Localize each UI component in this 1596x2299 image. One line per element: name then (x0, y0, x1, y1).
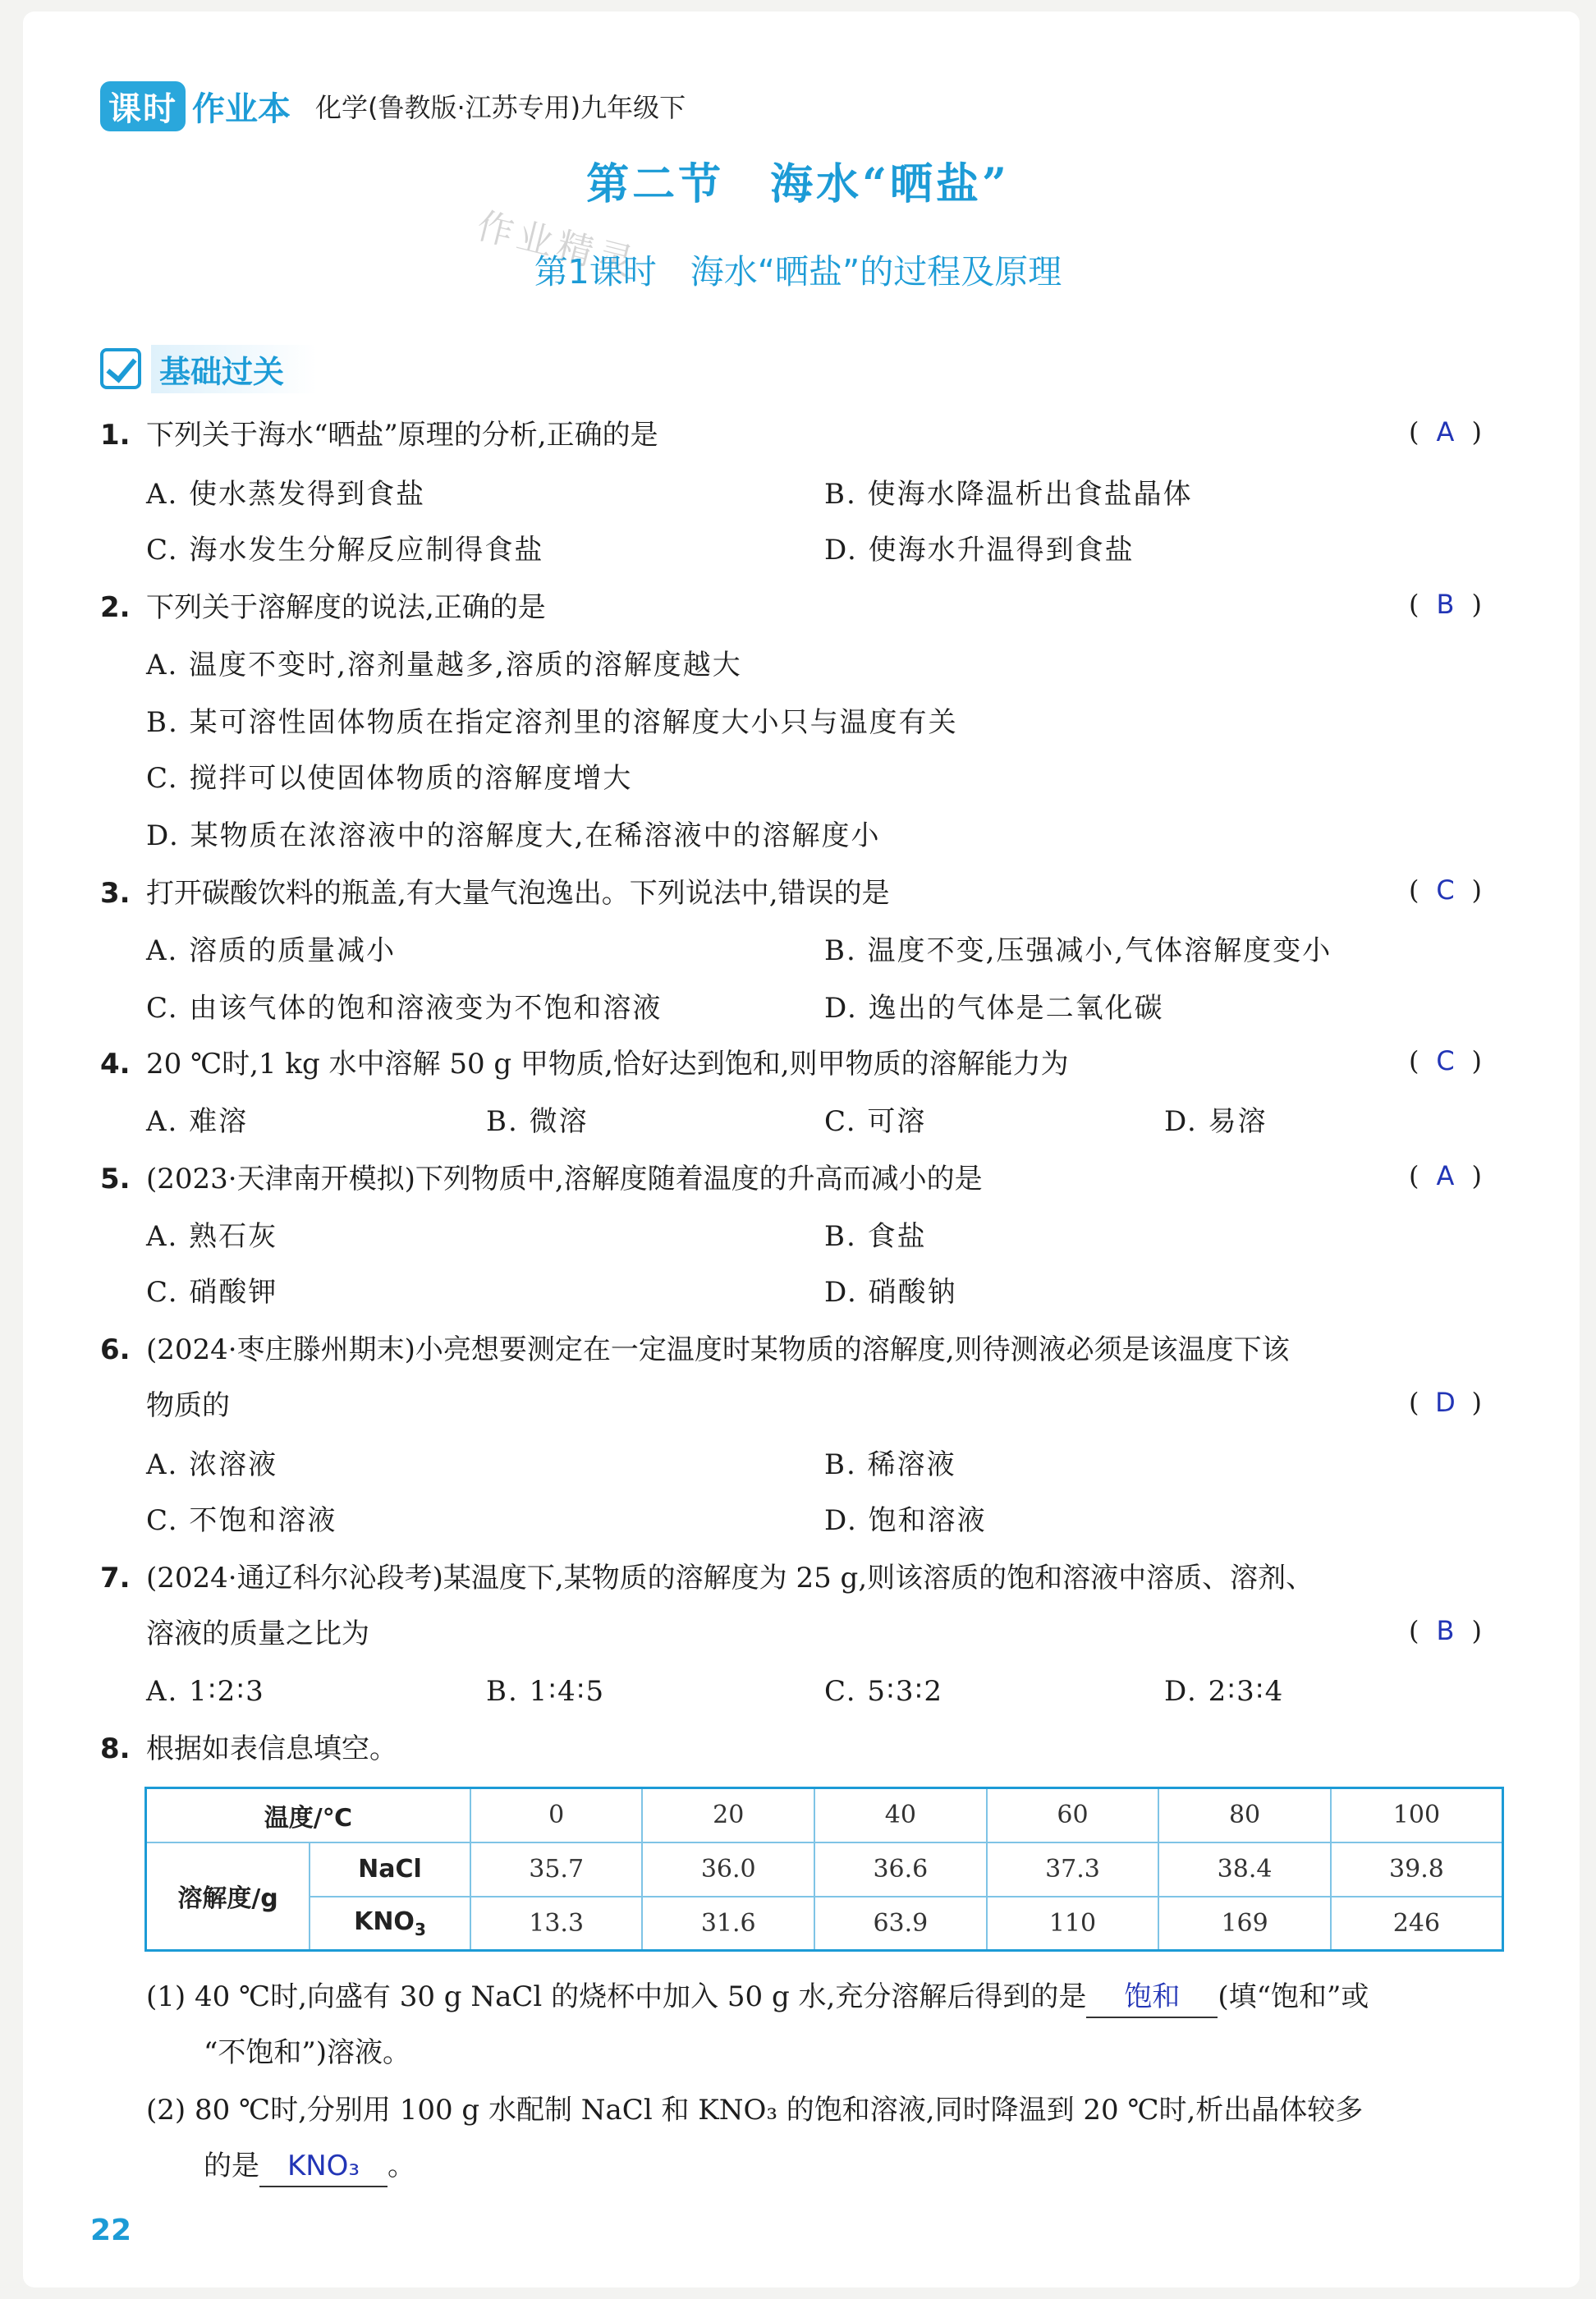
answer-letter: C (1436, 1045, 1455, 1076)
question-number: 7. (100, 1562, 131, 1595)
sub-question-text-after: (填“饱和”或 (1218, 1980, 1369, 2013)
header-brand (100, 82, 686, 130)
answer-box: ( B ) (1409, 585, 1507, 624)
table-cell: 13.3 (470, 1897, 643, 1951)
sub-question-number: (2) (146, 2094, 186, 2127)
option: A. 难溶 (146, 1105, 249, 1138)
option: D. 硝酸钠 (824, 1276, 957, 1309)
option: A. 1∶2∶3 (146, 1675, 265, 1708)
option: D. 使海水升温得到食盐 (824, 534, 1135, 567)
sub-question-1-line2: “不饱和”)溶液。 (204, 2036, 411, 2069)
question-text-continued: 物质的 (146, 1389, 230, 1422)
table-header-temp: 温度/℃ (146, 1788, 470, 1842)
table-row (146, 1788, 1503, 1842)
option: C. 由该气体的饱和溶液变为不饱和溶液 (146, 992, 663, 1025)
sub-question-2 (146, 2090, 1363, 2130)
table-cell: 20 (642, 1788, 814, 1842)
formula-subscript: 3 (414, 1919, 426, 1939)
answer-letter: A (1436, 416, 1455, 447)
table-cell: 169 (1158, 1897, 1331, 1951)
table-cell: 60 (987, 1788, 1159, 1842)
basic-section-heading (100, 345, 317, 392)
sub-question-2-line2 (204, 2146, 415, 2187)
checkbox-icon (100, 348, 141, 389)
option: B. 某可溶性固体物质在指定溶剂里的溶解度大小只与温度有关 (146, 706, 958, 739)
question-number: 6. (100, 1333, 131, 1366)
option: C. 搅拌可以使固体物质的溶解度增大 (146, 762, 633, 795)
answer-letter: D (1435, 1387, 1456, 1418)
lesson-title: 第1课时 海水“晒盐”的过程及原理 (534, 252, 1062, 291)
answer-box: ( C ) (1409, 870, 1507, 910)
table-cell: 39.8 (1331, 1842, 1503, 1897)
table-row-label: NaCl (310, 1842, 470, 1897)
sub-question-1 (146, 1977, 1369, 2018)
answer-letter: C (1436, 874, 1455, 906)
table-cell: 35.7 (470, 1842, 643, 1897)
question-number: 8. (100, 1732, 131, 1765)
option: B. 使海水降温析出食盐晶体 (824, 478, 1193, 511)
question-text: 下列关于溶解度的说法,正确的是 (146, 591, 546, 624)
option: B. 食盐 (824, 1220, 927, 1253)
option: C. 可溶 (824, 1105, 927, 1138)
option: B. 微溶 (486, 1105, 589, 1138)
question-number: 1. (100, 419, 131, 452)
option: C. 不饱和溶液 (146, 1504, 337, 1537)
answer-box: ( A ) (1409, 412, 1507, 452)
question-number: 5. (100, 1163, 131, 1195)
answer-box: ( D ) (1409, 1383, 1507, 1422)
answer-box: ( B ) (1409, 1611, 1507, 1650)
option: D. 易溶 (1164, 1105, 1268, 1138)
option: C. 海水发生分解反应制得食盐 (146, 534, 544, 567)
option: B. 1∶4∶5 (486, 1675, 606, 1708)
question-text: 打开碳酸饮料的瓶盖,有大量气泡逸出。下列说法中,错误的是 (146, 877, 890, 910)
table-cell: 36.0 (642, 1842, 814, 1897)
question-text-continued: 溶液的质量之比为 (146, 1618, 369, 1650)
question-number: 3. (100, 877, 131, 910)
option: D. 某物质在浓溶液中的溶解度大,在稀溶液中的溶解度小 (146, 819, 881, 852)
page-number: 22 (90, 2214, 132, 2247)
table-cell: 80 (1158, 1788, 1331, 1842)
option: C. 5∶3∶2 (824, 1675, 944, 1708)
solubility-table (144, 1787, 1504, 1952)
table-header-solubility: 溶解度/g (146, 1842, 310, 1951)
table-cell: 110 (987, 1897, 1159, 1951)
question-number: 2. (100, 591, 131, 624)
sub-question-text: 40 ℃时,向盛有 30 g NaCl 的烧杯中加入 50 g 水,充分溶解后得到的是 (194, 1980, 1087, 2013)
brand-badge: 课时 (100, 81, 186, 131)
section-title: 第二节 海水“晒盐” (586, 159, 1010, 209)
option: A. 温度不变时,溶剂量越多,溶质的溶解度越大 (146, 649, 742, 681)
formula-text: KNO (354, 1907, 415, 1936)
sub-question-text: 的是 (204, 2150, 259, 2182)
sub-question-text: 80 ℃时,分别用 100 g 水配制 NaCl 和 KNO₃ 的饱和溶液,同时降温到 20 ℃时,析出晶体较多 (194, 2094, 1364, 2127)
question-text: 下列关于海水“晒盐”原理的分析,正确的是 (146, 419, 658, 452)
option: B. 稀溶液 (824, 1448, 956, 1481)
option: A. 熟石灰 (146, 1220, 278, 1253)
subject-label: 化学(鲁教版·江苏专用)九年级下 (315, 92, 686, 123)
table-row-label (310, 1897, 470, 1951)
option: D. 2∶3∶4 (1164, 1675, 1285, 1708)
table-cell: 100 (1331, 1788, 1503, 1842)
fill-blank-answer: 饱和 (1086, 1977, 1218, 2018)
option: A. 使水蒸发得到食盐 (146, 478, 426, 511)
answer-letter: B (1436, 1615, 1455, 1646)
question-text: (2024·通辽科尔沁段考)某温度下,某物质的溶解度为 25 g,则该溶质的饱和溶液中溶质、溶剂、 (146, 1562, 1314, 1595)
option: B. 温度不变,压强减小,气体溶解度变小 (824, 934, 1332, 967)
table-cell: 0 (470, 1788, 643, 1842)
option: D. 饱和溶液 (824, 1504, 987, 1537)
option: D. 逸出的气体是二氧化碳 (824, 992, 1164, 1025)
table-row (146, 1897, 1503, 1951)
option: A. 浓溶液 (146, 1448, 278, 1481)
table-cell: 37.3 (987, 1842, 1159, 1897)
answer-letter: A (1436, 1160, 1455, 1191)
watermark: 作业精灵 (472, 204, 643, 286)
fill-blank-answer: KNO₃ (259, 2146, 388, 2187)
question-text: (2024·枣庄滕州期末)小亮想要测定在一定温度时某物质的溶解度,则待测液必须是该温度下该 (146, 1333, 1290, 1366)
option: C. 硝酸钾 (146, 1276, 278, 1309)
option: A. 溶质的质量减小 (146, 934, 397, 967)
table-cell: 31.6 (642, 1897, 814, 1951)
table-cell: 36.6 (814, 1842, 987, 1897)
question-number: 4. (100, 1048, 131, 1081)
table-cell: 246 (1331, 1897, 1503, 1951)
basic-section-label: 基础过关 (151, 345, 317, 393)
table-cell: 40 (814, 1788, 987, 1842)
table-cell: 38.4 (1158, 1842, 1331, 1897)
question-text: (2023·天津南开模拟)下列物质中,溶解度随着温度的升高而减小的是 (146, 1163, 983, 1195)
brand-name: 作业本 (192, 89, 291, 128)
table-cell: 63.9 (814, 1897, 987, 1951)
question-text: 根据如表信息填空。 (146, 1732, 397, 1765)
answer-letter: B (1436, 589, 1455, 620)
sub-question-text-after: 。 (388, 2150, 415, 2182)
sub-question-number: (1) (146, 1980, 186, 2013)
table-row (146, 1842, 1503, 1897)
answer-box: ( A ) (1409, 1156, 1507, 1195)
answer-box: ( C ) (1409, 1041, 1507, 1081)
question-text: 20 ℃时,1 kg 水中溶解 50 g 甲物质,恰好达到饱和,则甲物质的溶解能力为 (146, 1048, 1069, 1081)
